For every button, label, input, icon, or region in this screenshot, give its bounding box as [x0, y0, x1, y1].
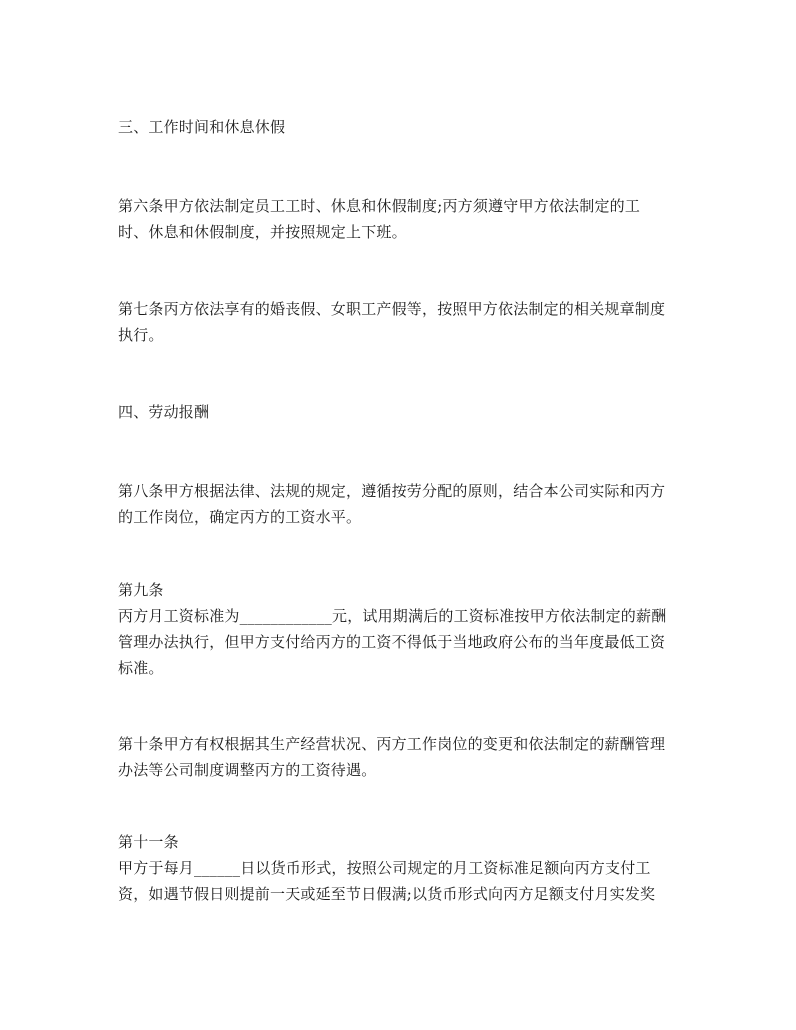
article-11	[118, 829, 688, 907]
article-10-line-1: 第十条甲方有权根据其生产经营状况、丙方工作岗位的变更和依法制定的薪酬管理	[118, 735, 666, 753]
article-9-line-3: 标准。	[118, 659, 164, 677]
article-9-line-1: 丙方月工资标准为____________元，试用期满后的工资标准按甲方依法制定的薪酬	[118, 607, 667, 625]
article-6	[118, 193, 688, 245]
article-9-title: 第九条	[118, 581, 164, 599]
heading-text: 四、劳动报酬	[118, 403, 210, 421]
article-6-line-2: 时、休息和休假制度，并按照规定上下班。	[118, 223, 407, 241]
article-9	[118, 577, 688, 681]
article-11-title: 第十一条	[118, 833, 179, 851]
article-11-line-2: 资，如遇节假日则提前一天或延至节日假满;以货币形式向丙方足额支付月实发奖	[118, 885, 656, 903]
article-7-line-2: 执行。	[118, 326, 164, 344]
article-9-line-2: 管理办法执行，但甲方支付给丙方的工资不得低于当地政府公布的当年度最低工资	[118, 633, 666, 651]
article-8	[118, 478, 688, 530]
article-10-line-2: 办法等公司制度调整丙方的工资待遇。	[118, 761, 377, 779]
heading-text: 三、工作时间和休息休假	[118, 118, 286, 136]
article-10	[118, 731, 688, 783]
article-8-line-2: 的工作岗位，确定丙方的工资水平。	[118, 508, 362, 526]
section-heading-work-time	[118, 114, 688, 140]
article-7	[118, 296, 688, 348]
article-7-line-1: 第七条丙方依法享有的婚丧假、女职工产假等，按照甲方依法制定的相关规章制度	[118, 300, 666, 318]
article-6-line-1: 第六条甲方依法制定员工工时、休息和休假制度;丙方须遵守甲方依法制定的工	[118, 197, 641, 215]
section-heading-remuneration	[118, 399, 688, 425]
article-11-line-1: 甲方于每月______日以货币形式，按照公司规定的月工资标准足额向丙方支付工	[118, 859, 651, 877]
article-8-line-1: 第八条甲方根据法律、法规的规定，遵循按劳分配的原则，结合本公司实际和丙方	[118, 482, 666, 500]
